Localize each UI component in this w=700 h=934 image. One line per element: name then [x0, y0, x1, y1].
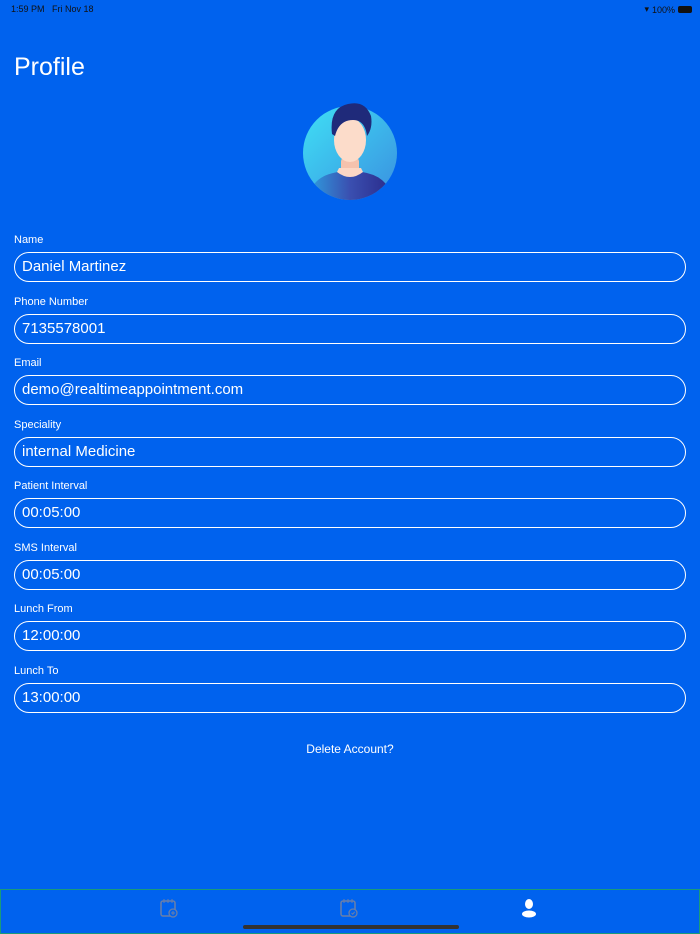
tab-calendar-check-icon[interactable] — [339, 898, 359, 918]
field-label: Name — [14, 234, 44, 246]
tab-calendar-add-icon[interactable] — [159, 898, 179, 918]
field-speciality — [14, 419, 686, 467]
avatar[interactable] — [303, 98, 397, 200]
lunch-from-input[interactable]: 12:00:00 — [14, 621, 686, 651]
lunch-to-input[interactable]: 13:00:00 — [14, 683, 686, 713]
field-label: Lunch To — [14, 664, 59, 677]
field-sms-interval — [14, 542, 686, 590]
status-bar — [0, 0, 700, 18]
name-input[interactable]: Daniel Martinez — [14, 252, 686, 282]
field-label: Patient Interval — [14, 480, 88, 492]
field-lunch-to — [14, 665, 686, 713]
wifi-icon: ▾ — [644, 4, 649, 14]
date-text: Fri Nov 18 — [52, 4, 94, 14]
tab-profile-icon[interactable] — [519, 898, 539, 918]
field-lunch-from — [14, 603, 686, 651]
field-label: Email — [14, 357, 42, 369]
delete-account-link[interactable]: Delete Account? — [306, 742, 394, 756]
field-email — [14, 357, 686, 405]
patient-interval-input[interactable]: 00:05:00 — [14, 498, 686, 528]
phone-input[interactable]: 7135578001 — [14, 314, 686, 344]
field-phone-number — [14, 296, 686, 344]
sms-interval-input[interactable]: 00:05:00 — [14, 560, 686, 590]
field-name — [14, 234, 686, 282]
field-patient-interval — [14, 480, 686, 528]
email-input[interactable]: demo@realtimeappointment.com — [14, 375, 686, 405]
tab-bar — [0, 889, 700, 934]
battery-percent: 100% — [651, 4, 675, 15]
status-time — [11, 4, 94, 14]
time-text: 1:59 PM — [11, 4, 45, 14]
speciality-input[interactable]: internal Medicine — [14, 437, 686, 467]
page-title: Profile — [14, 53, 85, 81]
field-label: Speciality — [14, 418, 62, 431]
status-right — [644, 4, 692, 15]
field-label: SMS Interval — [14, 541, 77, 554]
home-indicator — [243, 925, 459, 929]
battery-icon — [678, 6, 692, 13]
field-label: Phone Number — [14, 295, 88, 308]
field-label: Lunch From — [14, 603, 73, 615]
